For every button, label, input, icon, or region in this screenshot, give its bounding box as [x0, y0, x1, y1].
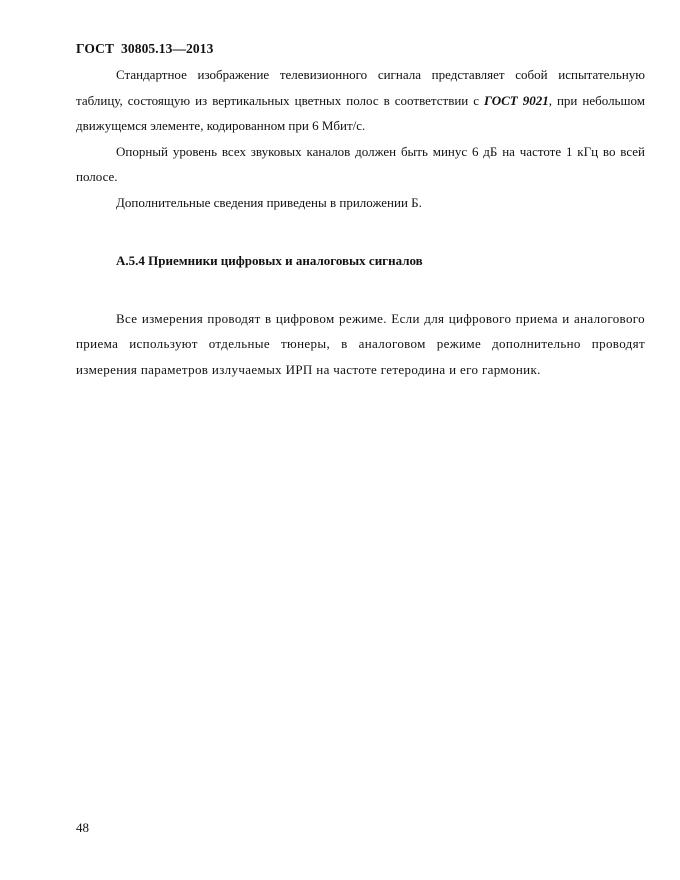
page-number: 48 [76, 820, 89, 835]
section-heading: А.5.4 Приемники цифровых и аналоговых сигналов [116, 253, 423, 268]
standard-header: ГОСТ 30805.13—2013 [76, 41, 214, 56]
standard-reference: ГОСТ 9021 [484, 92, 549, 108]
paragraph-measurements: Все измерения проводят в цифровом режиме. Если для цифрового приема и аналогового приема используют отдельные тюнеры, в аналоговом режиме дополнительно проводят измерения параметров излучаемых ИРП на частоте гетеродина и его гармоник. [76, 310, 645, 377]
paragraph-audio-level: Опорный уровень всех звуковых каналов должен быть минус 6 дБ на частоте 1 кГц во всей полосе. [76, 143, 645, 184]
paragraph-text: , при небольшом движущемся элементе, кодированном при 6 Мбит/с. [76, 92, 645, 133]
paragraph-test-signal [76, 62, 645, 139]
paragraph-text: Стандартное изображение телевизионного сигнала представляет собой испытательную таблицу, состоящую из вертикальных цветных полос в соответствии с [76, 67, 645, 108]
document-body [76, 62, 645, 382]
paragraph-appendix-reference: Дополнительные сведения приведены в приложении Б. [116, 194, 422, 210]
